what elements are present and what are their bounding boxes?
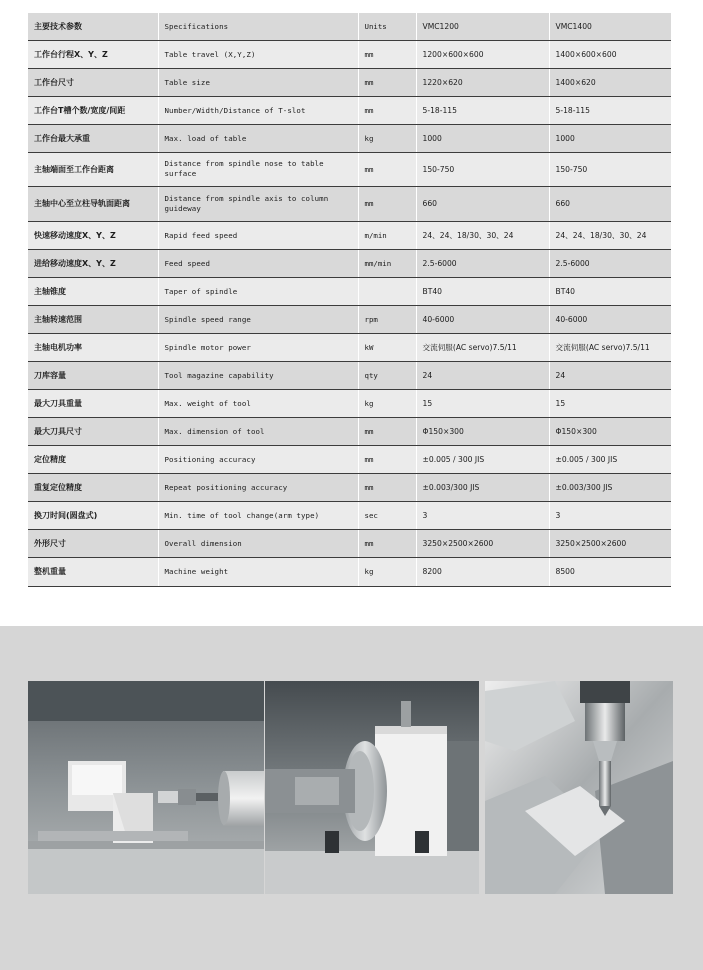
spec-value-vmc1200: 交流伺服(AC servo)7.5/11 bbox=[416, 333, 549, 361]
spec-value-vmc1400: 3 bbox=[549, 501, 671, 529]
spec-unit: mm/min bbox=[358, 249, 416, 277]
table-row bbox=[28, 473, 671, 501]
spec-name-en: Spindle speed range bbox=[158, 305, 358, 333]
spec-name-en: Distance from spindle nose to table surface bbox=[158, 152, 358, 186]
table-row bbox=[28, 389, 671, 417]
spec-name-cn: 主轴电机功率 bbox=[28, 333, 158, 361]
spec-value-vmc1400: 660 bbox=[549, 186, 671, 221]
table-row bbox=[28, 96, 671, 124]
spec-value-vmc1400: 8500 bbox=[549, 557, 671, 586]
spec-value-vmc1400: ±0.005 / 300 JIS bbox=[549, 445, 671, 473]
table-header-row bbox=[28, 13, 671, 40]
spec-value-vmc1200: 150-750 bbox=[416, 152, 549, 186]
spec-name-cn: 主轴端面至工作台距离 bbox=[28, 152, 158, 186]
spec-name-cn: 主轴中心至立柱导轨面距离 bbox=[28, 186, 158, 221]
table-row bbox=[28, 417, 671, 445]
spec-name-cn: 工作台T槽个数/宽度/间距 bbox=[28, 96, 158, 124]
spec-value-vmc1400: 1400×600×600 bbox=[549, 40, 671, 68]
photo-gallery bbox=[0, 626, 703, 970]
spec-value-vmc1400: 1400×620 bbox=[549, 68, 671, 96]
spec-value-vmc1400: 24 bbox=[549, 361, 671, 389]
spec-value-vmc1400: 40-6000 bbox=[549, 305, 671, 333]
table-row bbox=[28, 186, 671, 221]
spec-name-en: Max. load of table bbox=[158, 124, 358, 152]
spec-value-vmc1200: 3 bbox=[416, 501, 549, 529]
spec-value-vmc1200: ±0.005 / 300 JIS bbox=[416, 445, 549, 473]
table-row bbox=[28, 249, 671, 277]
spec-unit: mm bbox=[358, 445, 416, 473]
spec-unit: sec bbox=[358, 501, 416, 529]
header-spec-en: Specifications bbox=[158, 13, 358, 40]
table-row bbox=[28, 361, 671, 389]
spec-value-vmc1200: 3250×2500×2600 bbox=[416, 529, 549, 557]
spec-value-vmc1400: BT40 bbox=[549, 277, 671, 305]
spec-value-vmc1200: 2.5-6000 bbox=[416, 249, 549, 277]
spec-value-vmc1200: 660 bbox=[416, 186, 549, 221]
spec-table-body bbox=[28, 13, 671, 586]
spec-value-vmc1400: 150-750 bbox=[549, 152, 671, 186]
spec-unit: mm bbox=[358, 529, 416, 557]
spec-unit: qty bbox=[358, 361, 416, 389]
header-model-a: VMC1200 bbox=[416, 13, 549, 40]
spec-name-en: Table travel (X,Y,Z) bbox=[158, 40, 358, 68]
spec-value-vmc1400: 24、24、18/30、30、24 bbox=[549, 221, 671, 249]
spec-value-vmc1200: 1000 bbox=[416, 124, 549, 152]
spec-value-vmc1200: 15 bbox=[416, 389, 549, 417]
spec-name-en: Number/Width/Distance of T-slot bbox=[158, 96, 358, 124]
spec-value-vmc1200: 40-6000 bbox=[416, 305, 549, 333]
spec-name-cn: 重复定位精度 bbox=[28, 473, 158, 501]
spec-name-cn: 整机重量 bbox=[28, 557, 158, 586]
spec-name-en: Machine weight bbox=[158, 557, 358, 586]
spec-name-cn: 定位精度 bbox=[28, 445, 158, 473]
header-unit: Units bbox=[358, 13, 416, 40]
spec-value-vmc1400: 交流伺服(AC servo)7.5/11 bbox=[549, 333, 671, 361]
spec-value-vmc1400: 1000 bbox=[549, 124, 671, 152]
spec-name-cn: 外形尺寸 bbox=[28, 529, 158, 557]
table-row bbox=[28, 277, 671, 305]
spec-name-en: Rapid feed speed bbox=[158, 221, 358, 249]
spec-value-vmc1400: 15 bbox=[549, 389, 671, 417]
spec-name-cn: 主轴锥度 bbox=[28, 277, 158, 305]
spec-name-cn: 工作台尺寸 bbox=[28, 68, 158, 96]
spec-value-vmc1400: ±0.003/300 JIS bbox=[549, 473, 671, 501]
rotary-table-photo bbox=[265, 681, 479, 894]
spec-value-vmc1400: Φ150×300 bbox=[549, 417, 671, 445]
spec-name-cn: 换刀时间(圆盘式) bbox=[28, 501, 158, 529]
spec-name-en: Spindle motor power bbox=[158, 333, 358, 361]
spec-name-cn: 进给移动速度X、Y、Z bbox=[28, 249, 158, 277]
spec-value-vmc1200: 24、24、18/30、30、24 bbox=[416, 221, 549, 249]
spec-value-vmc1200: Φ150×300 bbox=[416, 417, 549, 445]
spec-unit: kg bbox=[358, 124, 416, 152]
spec-unit: kW bbox=[358, 333, 416, 361]
table-row bbox=[28, 501, 671, 529]
table-row bbox=[28, 333, 671, 361]
spec-value-vmc1200: 5-18-115 bbox=[416, 96, 549, 124]
spec-name-en: Max. weight of tool bbox=[158, 389, 358, 417]
header-param-cn: 主要技术参数 bbox=[28, 13, 158, 40]
spec-unit: mm bbox=[358, 40, 416, 68]
spec-unit: kg bbox=[358, 389, 416, 417]
spec-name-en: Tool magazine capability bbox=[158, 361, 358, 389]
table-row bbox=[28, 124, 671, 152]
spec-name-cn: 最大刀具尺寸 bbox=[28, 417, 158, 445]
spec-unit: mm bbox=[358, 473, 416, 501]
spec-name-en: Distance from spindle axis to column guideway bbox=[158, 186, 358, 221]
table-row bbox=[28, 557, 671, 586]
spec-value-vmc1200: 1220×620 bbox=[416, 68, 549, 96]
spec-name-cn: 快速移动速度X、Y、Z bbox=[28, 221, 158, 249]
spec-unit: mm bbox=[358, 417, 416, 445]
spec-value-vmc1200: 24 bbox=[416, 361, 549, 389]
table-row bbox=[28, 152, 671, 186]
spec-name-en: Feed speed bbox=[158, 249, 358, 277]
table-row bbox=[28, 40, 671, 68]
spec-value-vmc1200: BT40 bbox=[416, 277, 549, 305]
spec-value-vmc1400: 2.5-6000 bbox=[549, 249, 671, 277]
table-row bbox=[28, 445, 671, 473]
spec-unit: mm bbox=[358, 96, 416, 124]
spec-table bbox=[28, 13, 671, 587]
table-row bbox=[28, 68, 671, 96]
spec-name-cn: 最大刀具重量 bbox=[28, 389, 158, 417]
spec-name-cn: 主轴转速范围 bbox=[28, 305, 158, 333]
table-row bbox=[28, 529, 671, 557]
spec-name-en: Taper of spindle bbox=[158, 277, 358, 305]
spec-value-vmc1400: 5-18-115 bbox=[549, 96, 671, 124]
spec-name-en: Min. time of tool change(arm type) bbox=[158, 501, 358, 529]
tailstock-fixture-photo bbox=[28, 681, 264, 894]
spec-name-en: Repeat positioning accuracy bbox=[158, 473, 358, 501]
spec-name-cn: 工作台行程X、Y、Z bbox=[28, 40, 158, 68]
spec-unit: mm bbox=[358, 186, 416, 221]
spec-unit: mm bbox=[358, 152, 416, 186]
spec-unit: kg bbox=[358, 557, 416, 586]
spec-name-en: Table size bbox=[158, 68, 358, 96]
spec-value-vmc1200: ±0.003/300 JIS bbox=[416, 473, 549, 501]
spec-name-en: Max. dimension of tool bbox=[158, 417, 358, 445]
header-model-b: VMC1400 bbox=[549, 13, 671, 40]
spec-unit: rpm bbox=[358, 305, 416, 333]
spec-value-vmc1400: 3250×2500×2600 bbox=[549, 529, 671, 557]
cutting-tool-photo bbox=[485, 681, 673, 894]
table-row bbox=[28, 221, 671, 249]
spec-name-en: Overall dimension bbox=[158, 529, 358, 557]
table-row bbox=[28, 305, 671, 333]
spec-name-en: Positioning accuracy bbox=[158, 445, 358, 473]
spec-value-vmc1200: 8200 bbox=[416, 557, 549, 586]
spec-name-cn: 刀库容量 bbox=[28, 361, 158, 389]
spec-unit: mm bbox=[358, 68, 416, 96]
spec-name-cn: 工作台最大承重 bbox=[28, 124, 158, 152]
spec-unit: m/min bbox=[358, 221, 416, 249]
spec-unit bbox=[358, 277, 416, 305]
spec-value-vmc1200: 1200×600×600 bbox=[416, 40, 549, 68]
